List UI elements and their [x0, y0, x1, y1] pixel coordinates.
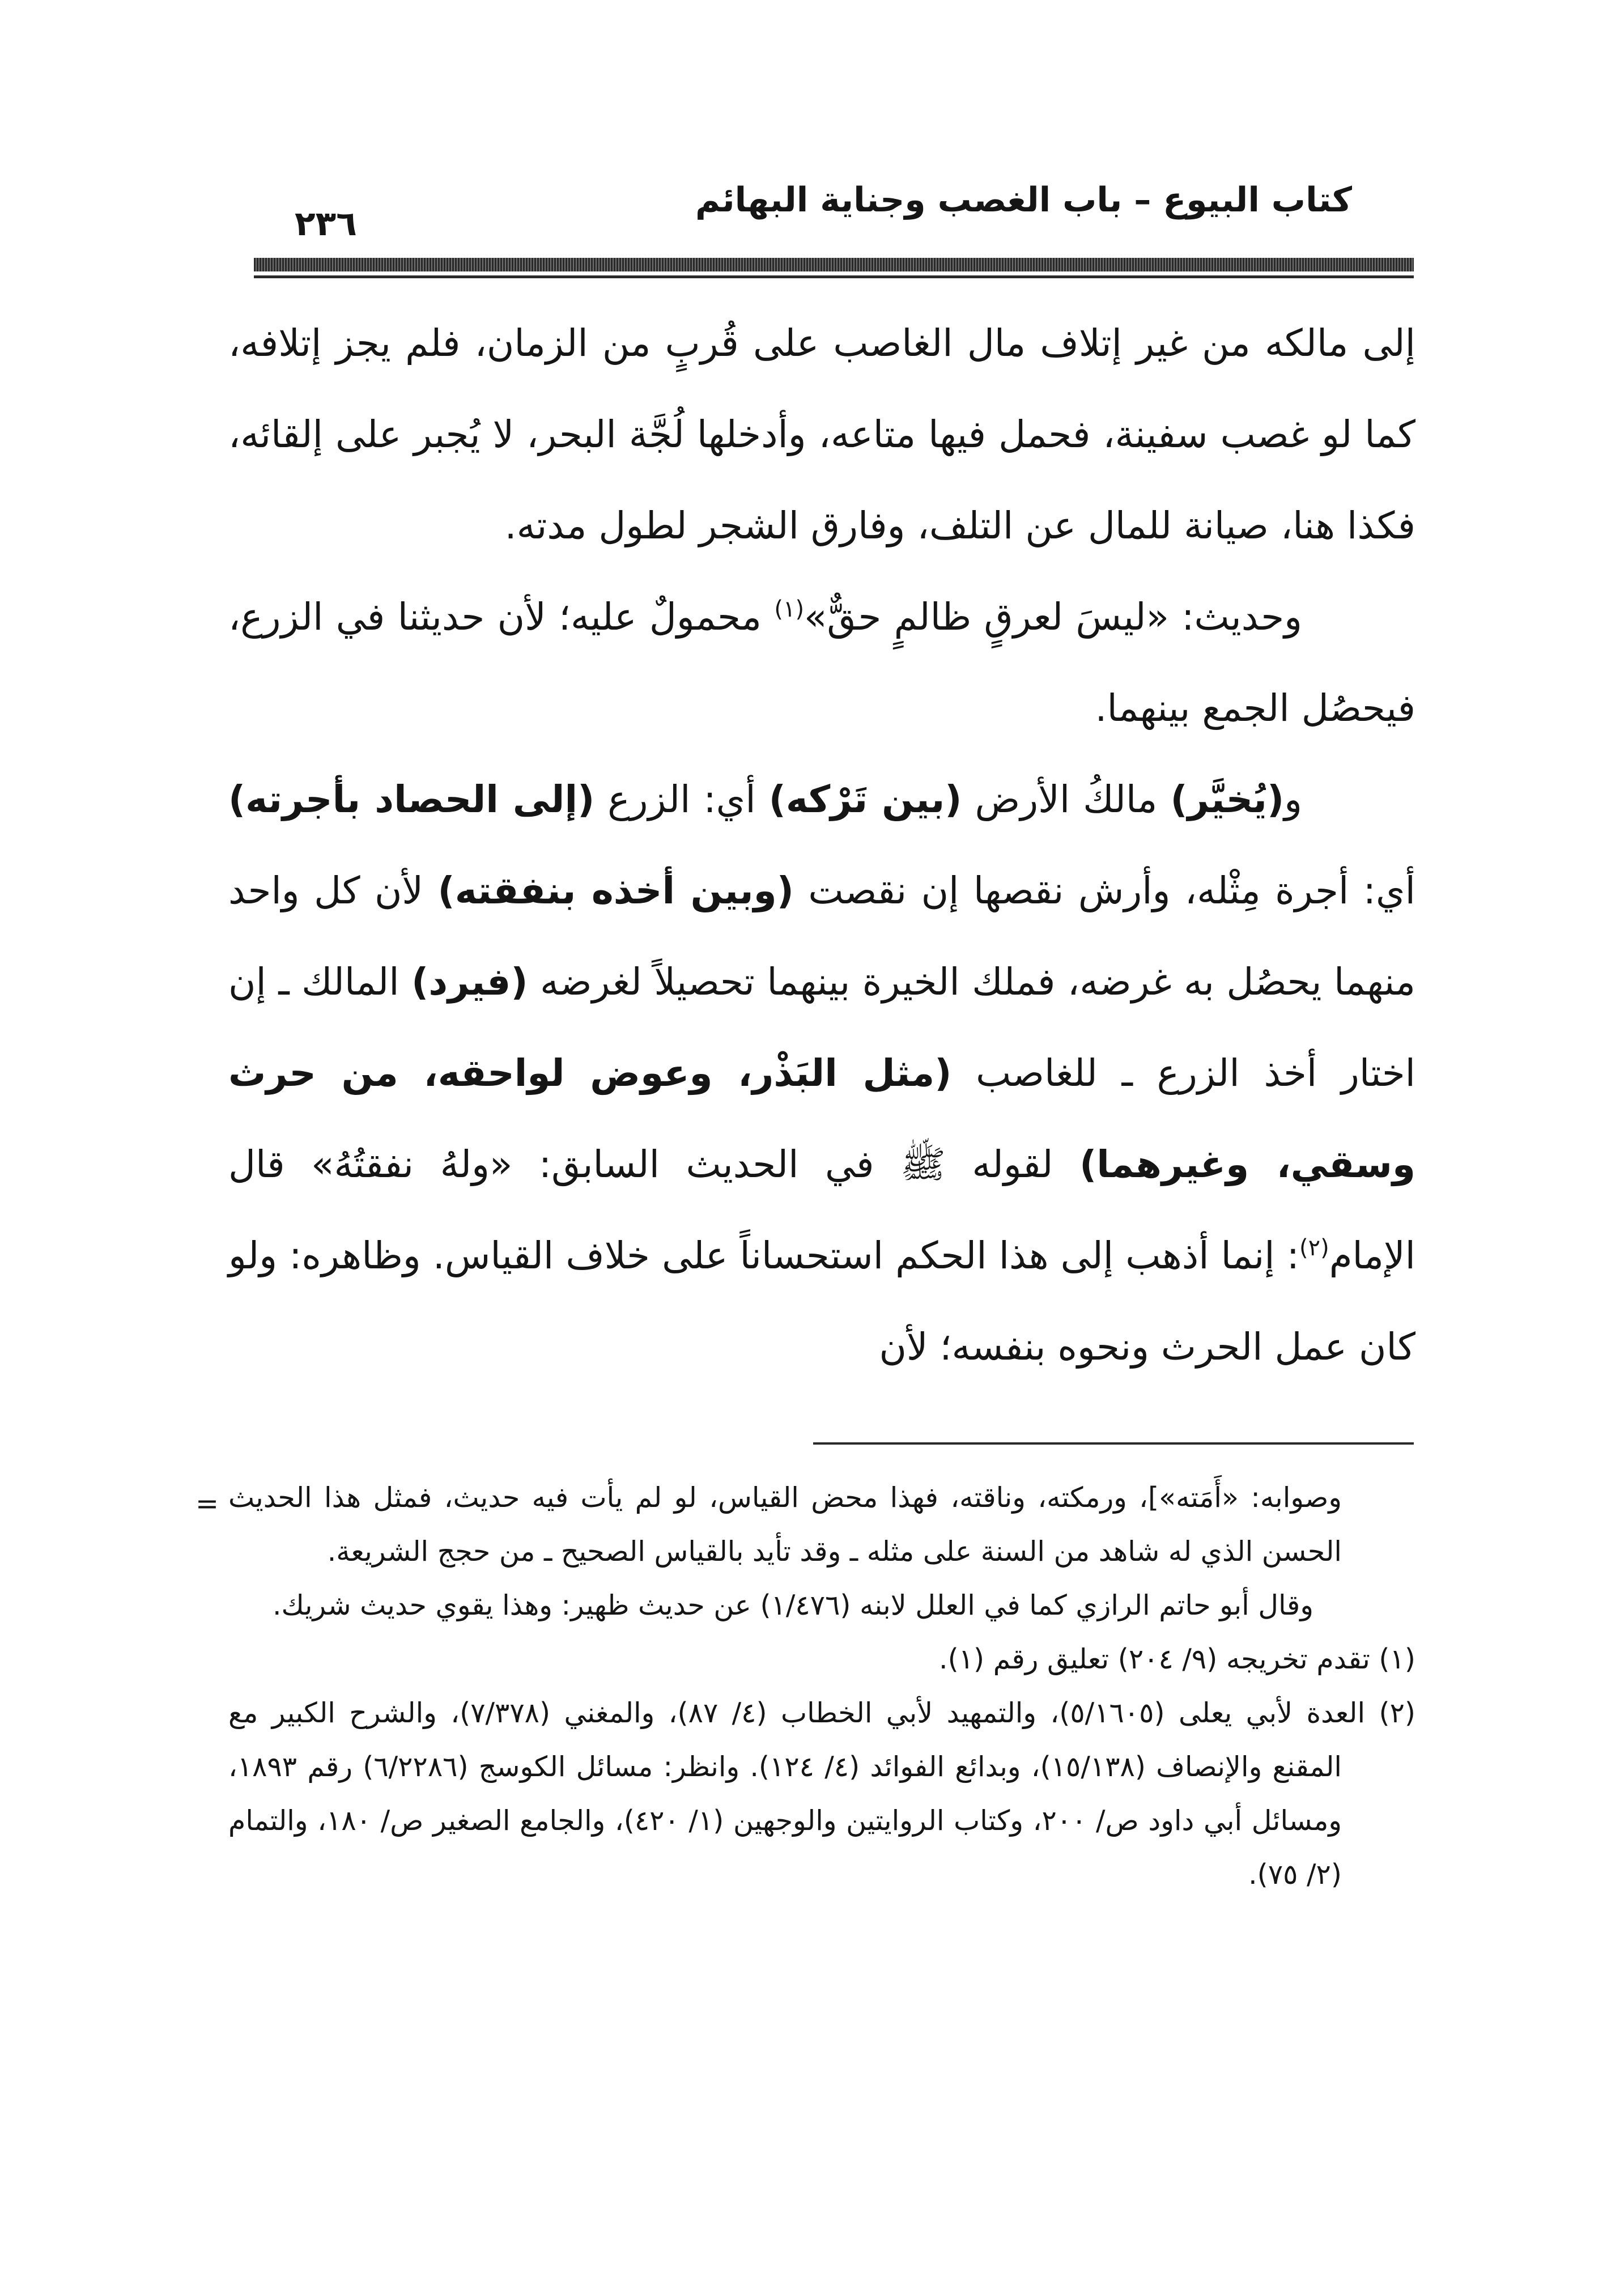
header-rule [254, 258, 1414, 271]
text-segment: لأن كل واحد منهما يحصُل به غرضه، فملك الخيرة بينهما تحصيلاً لغرضه [228, 869, 1416, 1004]
text-segment: لقوله ﷺ في الحديث السابق: «ولهُ نفقتُهُ» قال الإمام [228, 1143, 1415, 1277]
paragraph-2-rest: محمولٌ عليه؛ لأن حديثنا في الزرع، فيحصُل الجمع بينهما. [228, 595, 1415, 730]
footnote-separator [813, 1442, 1414, 1445]
matn-segment: (يُخيَّر) [1170, 778, 1285, 821]
footnote-ref-1: (١) [774, 596, 805, 622]
hadith-quote: وحديث: «ليسَ لعرقٍ ظالمٍ حقٌّ» [804, 595, 1303, 639]
header-rule-thin [254, 275, 1414, 278]
matn-segment: (بين تَرْكه) [768, 778, 962, 821]
page-number: ٢٣٦ [295, 204, 357, 244]
paragraph-1: إلى مالكه من غير إتلاف مال الغاصب على قُربٍ من الزمان، فلم يجز إتلافه، كما لو غصب سفينة، فحمل فيها متاعه، وأدخلها لُجَّة البحر، لا يُجبر على إلقائه، فكذا هنا، صيانة للمال عن التلف، وفارق الشجر لطول مدته. [228, 321, 1415, 547]
main-text [228, 298, 1415, 1392]
footnote-continuation [228, 1471, 1415, 1632]
footnotes [228, 1471, 1415, 1901]
matn-segment: (وبين أخذه بنفقته) [437, 869, 794, 912]
footnote-continuation-mark: = [195, 1488, 219, 1520]
matn-segment: (إلى الحصاد بأجرته) [228, 778, 595, 821]
text-segment: و [1284, 778, 1302, 821]
footnote-continuation-text-1: وصوابه: «أَمَته»]، ورمكته، وناقته، فهذا محض القياس، لو لم يأت فيه حديث، فمثل هذا الحديث الحسن الذي له شاهد من السنة على مثله ـ وقد تأيد بالقياس الصحيح ـ من حجج الشريعة. [228, 1481, 1342, 1568]
footnote-2: (٢) العدة لأبي يعلى (٥/١٦٠٥)، والتمهيد لأبي الخطاب (٤/ ٨٧)، والمغني (٧/٣٧٨)، والشرح الكبير مع المقنع والإنصاف (١٥/١٣٨)، وبدائع الفوائد (٤/ ١٢٤). وانظر: مسائل الكوسج (٦/٢٢٨٦) رقم ١٨٩٣، ومسائل أبي داود ص/ ٢٠٠، وكتاب الروايتين والوجهين (١/ ٤٢٠)، والجامع الصغير ص/ ١٨٠، والتمام (٢/ ٧٥). [228, 1697, 1416, 1891]
text-segment: : إنما أذهب إلى هذا الحكم استحساناً على خلاف القياس. وظاهره: ولو كان عمل الحرث ونحوه بنفسه؛ لأن [228, 1234, 1415, 1369]
footnote-ref-2: (٢) [1299, 1235, 1329, 1261]
text-segment: أي: الزرع [594, 778, 769, 821]
footnote-continuation-text-2: وقال أبو حاتم الرازي كما في العلل لابنه (١/٤٧٦) عن حديث ظهير: وهذا يقوي حديث شريك. [272, 1589, 1313, 1621]
text-segment: المالك ـ إن اختار أخذ الزرع ـ للغاصب [228, 960, 1415, 1095]
footnote-1: (١) تقدم تخريجه (٩/ ٢٠٤) تعليق رقم (١). [939, 1643, 1415, 1675]
text-segment: مالكُ الأرض [962, 778, 1171, 821]
running-header-title: كتاب البيوع – باب الغصب وجناية البهائم [695, 180, 1352, 220]
matn-segment: (مثل البَذْر، وعوض لواحقه، من حرث وسقي، وغيرهما) [228, 1051, 1415, 1186]
paragraph-3 [228, 754, 1415, 1392]
matn-segment: (فيرد) [411, 960, 528, 1004]
paragraph-2 [228, 571, 1415, 754]
text-segment: أي: أجرة مِثْله، وأرش نقصها إن نقصت [793, 869, 1415, 912]
